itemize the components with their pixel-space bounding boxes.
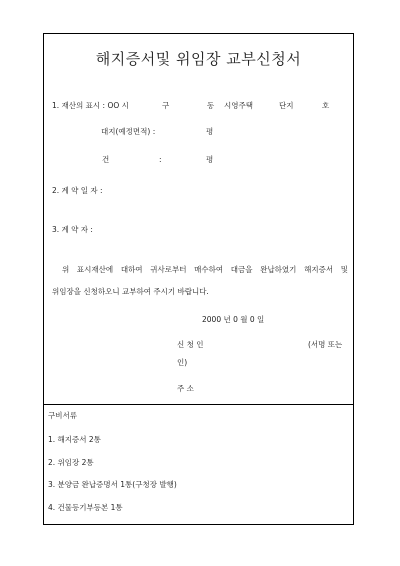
application-form — [43, 33, 354, 525]
docs-heading: 구비서류 — [48, 411, 77, 420]
docs-item: 2. 위임장 2통 — [48, 458, 94, 467]
request-text-line1: 위 표시재산에 대하여 귀사로부터 매수하여 대금을 완납하였기 해지증서 및 — [62, 265, 348, 274]
contract-date-label: 2. 계 약 일 자 : — [52, 186, 103, 195]
signature-note: (서명 또는 — [308, 340, 343, 349]
danji-label: 단지 — [279, 101, 294, 110]
signature-note-cont: 인) — [177, 358, 188, 367]
applicant-label: 신 청 인 — [177, 340, 204, 349]
contractor-label: 3. 계 약 자 : — [52, 225, 93, 234]
dong-label: 동 — [207, 101, 215, 110]
docs-item: 4. 건물등기부등본 1통 — [48, 503, 123, 512]
address-label: 주 소 — [177, 384, 194, 393]
land-area-unit: 평 — [206, 127, 214, 136]
land-area-label: 대지(예정면적) : — [101, 127, 156, 136]
section-divider — [44, 404, 353, 405]
building-label: 건 — [102, 155, 110, 164]
apartment-label: 시영주택 — [224, 101, 253, 110]
gu-label: 구 — [162, 101, 170, 110]
form-title: 해지증서및 위임장 교부신청서 — [95, 50, 302, 68]
docs-item: 3. 분양금 완납증명서 1통(구청장 발행) — [48, 480, 177, 489]
application-date: 2000 년 0 월 0 일 — [202, 315, 265, 324]
request-text-line2: 위임장을 신청하오니 교부하여 주시기 바랍니다. — [52, 287, 209, 296]
property-label: 1. 재산의 표시 : OO 시 — [52, 101, 129, 110]
building-unit: 평 — [206, 155, 214, 164]
ho-label: 호 — [322, 101, 330, 110]
docs-item: 1. 해지증서 2통 — [48, 435, 101, 444]
building-colon: : — [159, 155, 162, 164]
